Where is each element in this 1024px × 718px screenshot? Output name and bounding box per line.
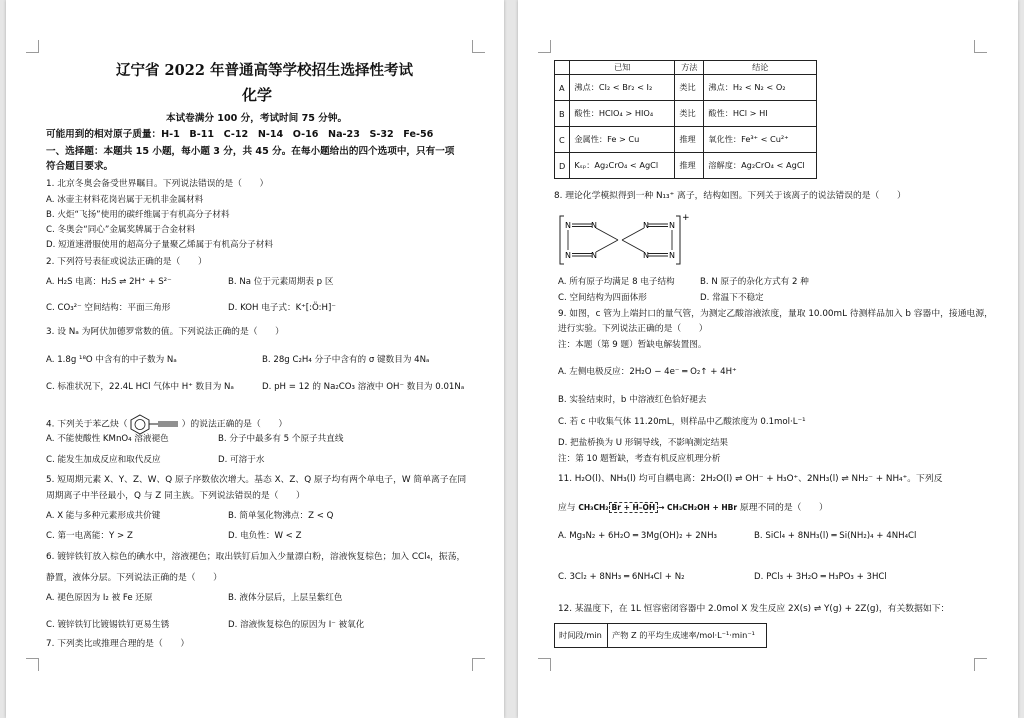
question-4-text: 4. 下列关于苯乙炔（ <box>46 419 128 430</box>
n-atom: N <box>643 221 649 230</box>
option: B. SiCl₄ + 8NH₃(l) ═ Si(NH₂)₄ + 4NH₄Cl <box>754 531 917 541</box>
reaction-left: CH₃CH₂ <box>578 503 609 512</box>
table-cell: B <box>555 101 570 127</box>
n-atom: N <box>565 221 571 230</box>
table-row <box>555 101 817 127</box>
option: C. 空间结构为四面体形 <box>558 293 647 303</box>
option: D. 把盐桥换为 U 形铜导线，不影响测定结果 <box>558 438 728 448</box>
question-6: 6. 镀锌铁钉放入棕色的碘水中，溶液褪色；取出铁钉后加入少量漂白粉，溶液恢复棕色；加入 CCl₄，振荡， <box>46 552 466 562</box>
n13-ion-structure <box>558 212 688 268</box>
n-atom: N <box>669 251 675 260</box>
exam-title: 辽宁省 2022 年普通高等学校招生选择性考试 <box>116 62 413 79</box>
table-cell: 时间段/min <box>555 624 608 648</box>
n-atom: N <box>643 251 649 260</box>
table-cell: 沸点：H₂ < N₂ < O₂ <box>704 75 817 101</box>
table-cell: 金属性：Fe > Cu <box>570 127 675 153</box>
table-header-cell: 方法 <box>675 61 704 75</box>
table-row <box>555 624 767 648</box>
table-cell: Kₛₚ：Ag₂CrO₄ < AgCl <box>570 153 675 179</box>
table-cell: 推理 <box>675 127 704 153</box>
option: D. 可溶于水 <box>218 455 265 465</box>
table-header-cell <box>555 61 570 75</box>
option: C. 标准状况下，22.4L HCl 气体中 H⁺ 数目为 Nₐ <box>46 382 234 392</box>
option: C. CO₃²⁻ 空间结构：平面三角形 <box>46 303 171 313</box>
reaction-box: Br + H–OH <box>609 502 659 513</box>
option: C. 镀锌铁钉比镀锡铁钉更易生锈 <box>46 620 170 630</box>
crop-mark <box>26 658 39 671</box>
crop-mark <box>974 658 987 671</box>
question-5: 5. 短周期元素 X、Y、Z、W、Q 原子序数依次增大。基态 X、Z、Q 原子均有两个单电子，W 简单离子在同 <box>46 475 467 485</box>
exam-info: 本试卷满分 100 分，考试时间 75 分钟。 <box>166 113 348 124</box>
table-header-cell: 结论 <box>704 61 817 75</box>
ion-charge: + <box>682 213 690 223</box>
question-7: 7. 下列类比或推理合理的是（ ） <box>46 639 190 649</box>
option: B. Na 位于元素周期表 p 区 <box>228 277 334 287</box>
table-cell: C <box>555 127 570 153</box>
table-cell: 沸点：Cl₂ < Br₂ < I₂ <box>570 75 675 101</box>
question-11: 11. H₂O(l)、NH₃(l) 均可自耦电离：2H₂O(l) ⇌ OH⁻ + H₃O⁺、2NH₃(l) ⇌ NH₂⁻ + NH₄⁺。下列反 <box>558 474 943 484</box>
table-row <box>555 153 817 179</box>
crop-mark <box>538 658 551 671</box>
table-cell: 溶解度：Ag₂CrO₄ < AgCl <box>704 153 817 179</box>
crop-mark <box>472 658 485 671</box>
option: C. 能发生加成反应和取代反应 <box>46 455 161 465</box>
phenylacetylene-structure <box>128 413 182 435</box>
table-cell: 推理 <box>675 153 704 179</box>
question-3: 3. 设 Nₐ 为阿伏加德罗常数的值。下列说法正确的是（ ） <box>46 327 284 337</box>
left-page <box>6 0 504 718</box>
option: B. 简单氢化物沸点：Z < Q <box>228 511 334 521</box>
option: B. 分子中最多有 5 个原子共直线 <box>218 434 344 444</box>
n-atom: N <box>669 221 675 230</box>
option: C. 若 c 中收集气体 11.20mL，则样品中乙酸浓度为 0.1mol·L⁻¹ <box>558 417 806 427</box>
table-cell: D <box>555 153 570 179</box>
option: A. 不能使酸性 KMnO₄ 溶液褪色 <box>46 434 169 444</box>
question-6-cont: 静置，液体分层。下列说法正确的是（ ） <box>46 573 222 583</box>
table-header-row <box>555 61 817 75</box>
crop-mark <box>974 40 987 53</box>
section-heading: 一、选择题：本题共 15 小题，每小题 3 分，共 45 分。在每小题给出的四个选项中，只有一项 <box>46 146 455 157</box>
option: D. 短道速滑服使用的超高分子量聚乙烯属于有机高分子材料 <box>46 240 273 250</box>
table-cell: 酸性：HCl > HI <box>704 101 817 127</box>
reaction-right: → CH₃CH₂OH + HBr <box>658 503 738 512</box>
option: A. 所有原子均满足 8 电子结构 <box>558 277 675 287</box>
option: D. 溶液恢复棕色的原因为 I⁻ 被氧化 <box>228 620 365 630</box>
question-9-cont: 进行实验。下列说法正确的是（ ） <box>558 324 708 334</box>
table-cell: A <box>555 75 570 101</box>
comparison-table <box>554 60 817 179</box>
table-cell: 酸性：HClO₄ > HIO₄ <box>570 101 675 127</box>
option: D. 电负性：W < Z <box>228 531 302 541</box>
table-cell: 类比 <box>675 101 704 127</box>
exam-subject: 化学 <box>242 86 273 104</box>
n-atom: N <box>565 251 571 260</box>
rate-table <box>554 623 767 648</box>
table-cell: 氧化性：Fe³⁺ < Cu²⁺ <box>704 127 817 153</box>
option: B. 28g C₂H₄ 分子中含有的 σ 键数目为 4Nₐ <box>262 355 430 365</box>
option: C. 3Cl₂ + 8NH₃ ═ 6NH₄Cl + N₂ <box>558 572 685 582</box>
option: A. 左侧电极反应：2H₂O − 4e⁻ ═ O₂↑ + 4H⁺ <box>558 367 737 377</box>
missing-question-note: 注：第 10 题暂缺，考查有机反应机理分析 <box>558 454 721 464</box>
option: A. X 能与多种元素形成共价键 <box>46 511 161 521</box>
question-1: 1. 北京冬奥会备受世界瞩目。下列说法错误的是（ ） <box>46 179 269 189</box>
question-4-text-end: ）的说法正确的是（ ） <box>181 419 288 430</box>
option: A. H₂S 电离：H₂S ⇌ 2H⁺ + S²⁻ <box>46 277 172 287</box>
option: D. PCl₃ + 3H₂O ═ H₃PO₃ + 3HCl <box>754 572 887 582</box>
table-row <box>555 75 817 101</box>
atomic-masses: 可能用到的相对原子质量：H-1 B-11 C-12 N-14 O-16 Na-23 S-32 Fe-56 <box>46 129 434 140</box>
question-5-cont: 周期离子中半径最小，Q 与 Z 同主族。下列说法错误的是（ ） <box>46 491 305 501</box>
question-9: 9. 如图，c 管为上端封口的量气管，为测定乙酸溶液浓度，量取 10.00mL 待测样品加入 b 容器中，接通电源， <box>558 309 993 319</box>
option: C. 第一电离能：Y > Z <box>46 531 133 541</box>
option: B. 液体分层后，上层呈紫红色 <box>228 593 343 603</box>
table-header-cell: 已知 <box>570 61 675 75</box>
n-atom: N <box>591 251 597 260</box>
table-cell: 产物 Z 的平均生成速率/mol·L⁻¹·min⁻¹ <box>608 624 767 648</box>
option: C. 冬奥会“同心”金属奖牌属于合金材料 <box>46 225 196 235</box>
option: B. 火炬“飞扬”使用的碳纤维属于有机高分子材料 <box>46 210 230 220</box>
section-heading-cont: 符合题目要求。 <box>46 161 114 172</box>
n-atom: N <box>591 221 597 230</box>
question-4 <box>46 413 287 435</box>
option: D. pH = 12 的 Na₂CO₃ 溶液中 OH⁻ 数目为 0.01Nₐ <box>262 382 465 392</box>
missing-figure-note: 注：本题（第 9 题）暂缺电解装置图。 <box>558 340 707 350</box>
table-cell: 类比 <box>675 75 704 101</box>
question-11-cont <box>558 502 828 514</box>
option: A. Mg₃N₂ + 6H₂O ═ 3Mg(OH)₂ + 2NH₃ <box>558 531 718 541</box>
question-8: 8. 理论化学模拟得到一种 N₁₃⁺ 离子，结构如图。下列关于该离子的说法错误的是（ ） <box>554 191 906 201</box>
question-12: 12. 某温度下，在 1L 恒容密闭容器中 2.0mol X 发生反应 2X(s) ⇌ Y(g) + 2Z(g)，有关数据如下： <box>558 604 950 614</box>
crop-mark <box>26 40 39 53</box>
option: D. KOH 电子式：K⁺[:Ö:H]⁻ <box>228 303 336 313</box>
right-page <box>518 0 1018 718</box>
option: B. N 原子的杂化方式有 2 种 <box>700 277 809 287</box>
crop-mark <box>538 40 551 53</box>
crop-mark <box>472 40 485 53</box>
question-2: 2. 下列符号表征或说法正确的是（ ） <box>46 257 207 267</box>
option: A. 冰壶主材料花岗岩属于无机非金属材料 <box>46 195 204 205</box>
option: B. 实验结束时，b 中溶液红色恰好褪去 <box>558 395 707 405</box>
question-11-text-end: 原理不同的是（ ） <box>739 503 828 513</box>
option: A. 褪色原因为 I₂ 被 Fe 还原 <box>46 593 153 603</box>
option: A. 1.8g ¹⁸O 中含有的中子数为 Nₐ <box>46 355 177 365</box>
table-row <box>555 127 817 153</box>
option: D. 常温下不稳定 <box>700 293 764 303</box>
question-11-text: 应与 <box>558 503 576 513</box>
